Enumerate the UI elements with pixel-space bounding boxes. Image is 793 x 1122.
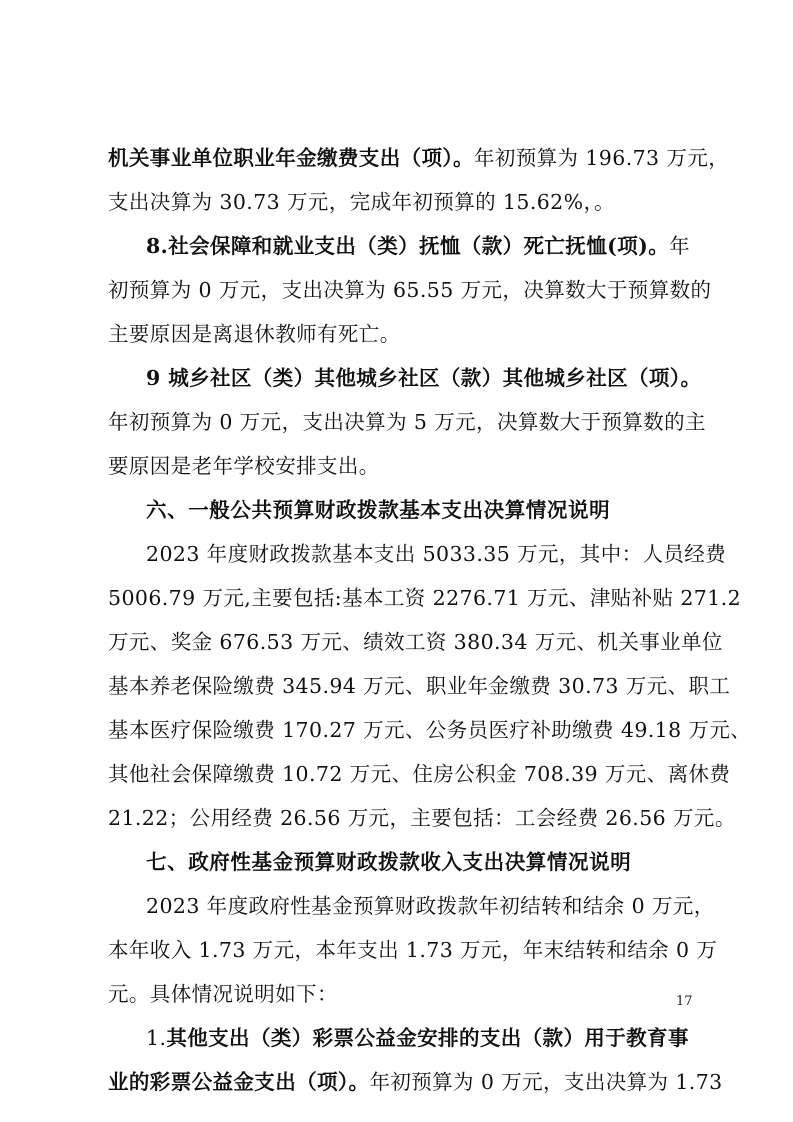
paragraph-line: 其他社会保障缴费 10.72 万元、住房公积金 708.39 万元、离休费 <box>108 762 731 786</box>
paragraph-line: 主要原因是离退休教师有死亡。 <box>108 322 401 346</box>
paragraph-line <box>108 141 730 175</box>
item-number: 1. <box>146 1026 167 1050</box>
paragraph-line <box>146 229 693 263</box>
paragraph-line: 支出决算为 30.73 万元，完成年初预算的 15.62%，。 <box>108 190 616 214</box>
paragraph-line: 基本养老保险缴费 345.94 万元、职业年金缴费 30.73 万元、职工 <box>108 674 731 698</box>
page-number: 17 <box>676 994 693 1009</box>
paragraph-line: 元。具体情况说明如下： <box>108 982 338 1006</box>
paragraph-line: 年初预算为 0 万元，支出决算为 5 万元，决算数大于预算数的主 <box>108 410 706 434</box>
paragraph-line: 要原因是老年学校安排支出。 <box>108 454 380 478</box>
paragraph-line <box>108 1065 723 1099</box>
paragraph-line: 5006.79 万元,主要包括:基本工资 2276.71 万元、津贴补贴 271.2 <box>108 586 742 610</box>
item-title: 8.社会保障和就业支出（类）抚恤（款）死亡抚恤(项)。 <box>146 234 670 258</box>
paragraph-line: 2023 年度政府性基金预算财政拨款年初结转和结余 0 万元， <box>146 894 715 918</box>
item-text: 年初预算为 196.73 万元， <box>473 146 730 170</box>
paragraph-line: 2023 年度财政拨款基本支出 5033.35 万元，其中：人员经费 <box>146 542 727 566</box>
paragraph-line <box>146 1021 693 1055</box>
paragraph-line: 初预算为 0 万元，支出决算为 65.55 万元，决算数大于预算数的 <box>108 278 712 302</box>
item-title: 业的彩票公益金支出（项）。 <box>108 1070 370 1094</box>
section-heading: 七、政府性基金预算财政拨款收入支出决算情况说明 <box>146 850 632 874</box>
item-title: 其他支出（类）彩票公益金安排的支出（款）用于教育事 <box>166 1026 689 1050</box>
paragraph-line: 本年收入 1.73 万元，本年支出 1.73 万元，年末结转和结余 0 万 <box>108 938 718 962</box>
item-title: 9 城乡社区（类）其他城乡社区（款）其他城乡社区（项）。 <box>146 366 702 390</box>
paragraph-line: 21.22；公用经费 26.56 万元，主要包括：工会经费 26.56 万元。 <box>108 806 736 830</box>
item-text: 年 <box>669 234 691 258</box>
paragraph-line: 万元、奖金 676.53 万元、绩效工资 380.34 万元、机关事业单位 <box>108 630 723 654</box>
item-title: 机关事业单位职业年金缴费支出（项）。 <box>108 146 474 170</box>
section-heading: 六、一般公共预算财政拨款基本支出决算情况说明 <box>146 498 611 522</box>
item-text: 年初预算为 0 万元，支出决算为 1.73 <box>369 1070 723 1094</box>
paragraph-line: 基本医疗保险缴费 170.27 万元、公务员医疗补助缴费 49.18 万元、 <box>108 718 752 742</box>
